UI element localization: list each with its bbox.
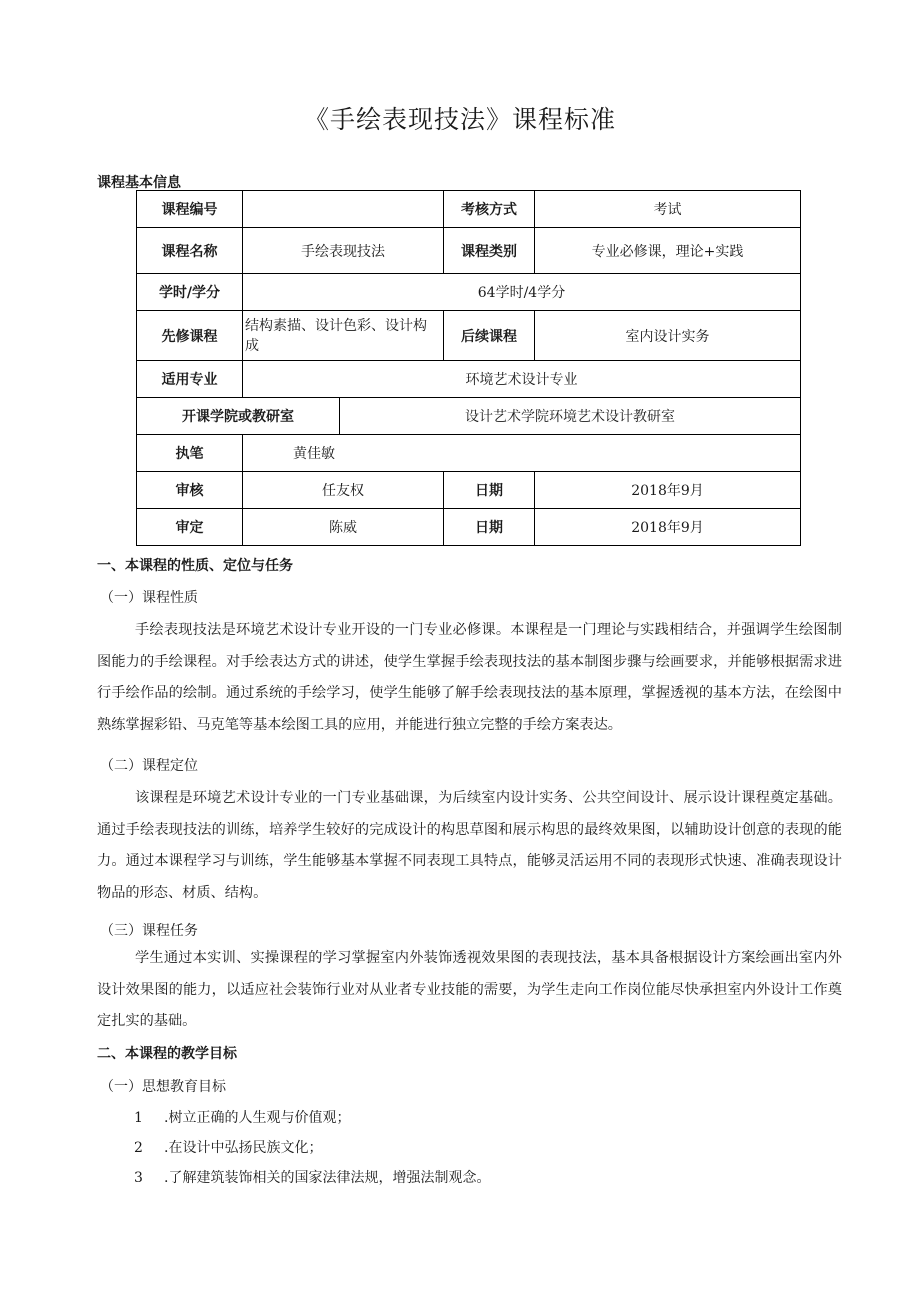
review-date-value: 2018年9月 bbox=[535, 472, 801, 509]
section-1-1-heading: （一）课程性质 bbox=[100, 590, 198, 606]
course-name-value: 手绘表现技法 bbox=[243, 228, 444, 274]
table-row bbox=[137, 472, 801, 509]
exam-method-label: 考核方式 bbox=[444, 191, 535, 228]
list-item bbox=[134, 1107, 350, 1127]
course-code-value bbox=[243, 191, 444, 228]
table-row bbox=[137, 398, 801, 435]
exam-method-value: 考试 bbox=[535, 191, 801, 228]
list-item-text: .树立正确的人生观与价值观； bbox=[164, 1110, 351, 1126]
course-name-label: 课程名称 bbox=[137, 228, 243, 274]
section-1-3-heading: （三）课程任务 bbox=[100, 923, 198, 939]
course-code-label: 课程编号 bbox=[137, 191, 243, 228]
document-title: 《手绘表现技法》课程标准 bbox=[303, 105, 616, 134]
info-section-label: 课程基本信息 bbox=[97, 175, 181, 191]
list-item-text: .了解建筑装饰相关的国家法律法规，增强法制观念。 bbox=[164, 1170, 491, 1186]
follow-up-label: 后续课程 bbox=[444, 311, 535, 361]
prerequisite-value: 结构素描、设计色彩、设计构成 bbox=[243, 311, 444, 361]
approve-label: 审定 bbox=[137, 509, 243, 546]
table-row bbox=[137, 274, 801, 311]
prerequisite-label: 先修课程 bbox=[137, 311, 243, 361]
course-info-table bbox=[136, 190, 801, 546]
hours-label: 学时/学分 bbox=[137, 274, 243, 311]
list-item-number: 2 bbox=[134, 1140, 143, 1156]
list-item bbox=[134, 1137, 322, 1157]
department-label: 开课学院或教研室 bbox=[137, 398, 340, 435]
list-item bbox=[134, 1167, 490, 1187]
review-date-label: 日期 bbox=[444, 472, 535, 509]
section-2-1-heading: （一）思想教育目标 bbox=[100, 1079, 226, 1095]
section-1-1-paragraph: 手绘表现技法是环境艺术设计专业开设的一门专业必修课。本课程是一门理论与实践相结合，并强调学生绘图制图能力的手绘课程。对手绘表达方式的讲述，使学生掌握手绘表现技法的基本制图步骤与绘画要求，并能够根据需求进行手绘作品的绘制。通过系统的手绘学习，使学生能够了解手绘表现技法的基本原理，掌握透视的基本方法，在绘图中熟练掌握彩铅、马克笔等基本绘图工具的应用，并能进行独立完整的手绘方案表达。 bbox=[97, 622, 842, 733]
list-item-text: .在设计中弘扬民族文化； bbox=[164, 1140, 323, 1156]
course-type-value: 专业必修课，理论+实践 bbox=[535, 228, 801, 274]
section-1-heading: 一、本课程的性质、定位与任务 bbox=[97, 558, 293, 574]
section-1-2-paragraph: 该课程是环境艺术设计专业的一门专业基础课，为后续室内设计实务、公共空间设计、展示设计课程奠定基础。通过手绘表现技法的训练，培养学生较好的完成设计的构思草图和展示构思的最终效果图，以辅助设计创意的表现的能力。通过本课程学习与训练，学生能够基本掌握不同表现工具特点，能够灵活运用不同的表现形式快速、准确表现设计物品的形态、材质、结构。 bbox=[97, 790, 842, 901]
table-row bbox=[137, 311, 801, 361]
major-value: 环境艺术设计专业 bbox=[243, 361, 801, 398]
list-item-number: 1 bbox=[134, 1110, 143, 1126]
table-row bbox=[137, 435, 801, 472]
section-1-3-paragraph: 学生通过本实训、实操课程的学习掌握室内外装饰透视效果图的表现技法，基本具备根据设计方案绘画出室内外设计效果图的能力，以适应社会装饰行业对从业者专业技能的需要，为学生走向工作岗位能尽快承担室内外设计工作奠定扎实的基础。 bbox=[97, 950, 842, 1029]
table-row bbox=[137, 509, 801, 546]
list-item-number: 3 bbox=[134, 1170, 143, 1186]
approve-date-label: 日期 bbox=[444, 509, 535, 546]
department-value: 设计艺术学院环境艺术设计教研室 bbox=[340, 398, 801, 435]
table-row bbox=[137, 191, 801, 228]
review-value: 任友权 bbox=[243, 472, 444, 509]
major-label: 适用专业 bbox=[137, 361, 243, 398]
follow-up-value: 室内设计实务 bbox=[535, 311, 801, 361]
table-row bbox=[137, 361, 801, 398]
approve-date-value: 2018年9月 bbox=[535, 509, 801, 546]
review-label: 审核 bbox=[137, 472, 243, 509]
author-label: 执笔 bbox=[137, 435, 243, 472]
approve-value: 陈威 bbox=[243, 509, 444, 546]
table-row bbox=[137, 228, 801, 274]
author-value: 黄佳敏 bbox=[243, 435, 801, 472]
section-1-2-heading: （二）课程定位 bbox=[100, 758, 198, 774]
course-type-label: 课程类别 bbox=[444, 228, 535, 274]
hours-value: 64学时/4学分 bbox=[243, 274, 801, 311]
section-2-heading: 二、本课程的教学目标 bbox=[97, 1046, 237, 1062]
